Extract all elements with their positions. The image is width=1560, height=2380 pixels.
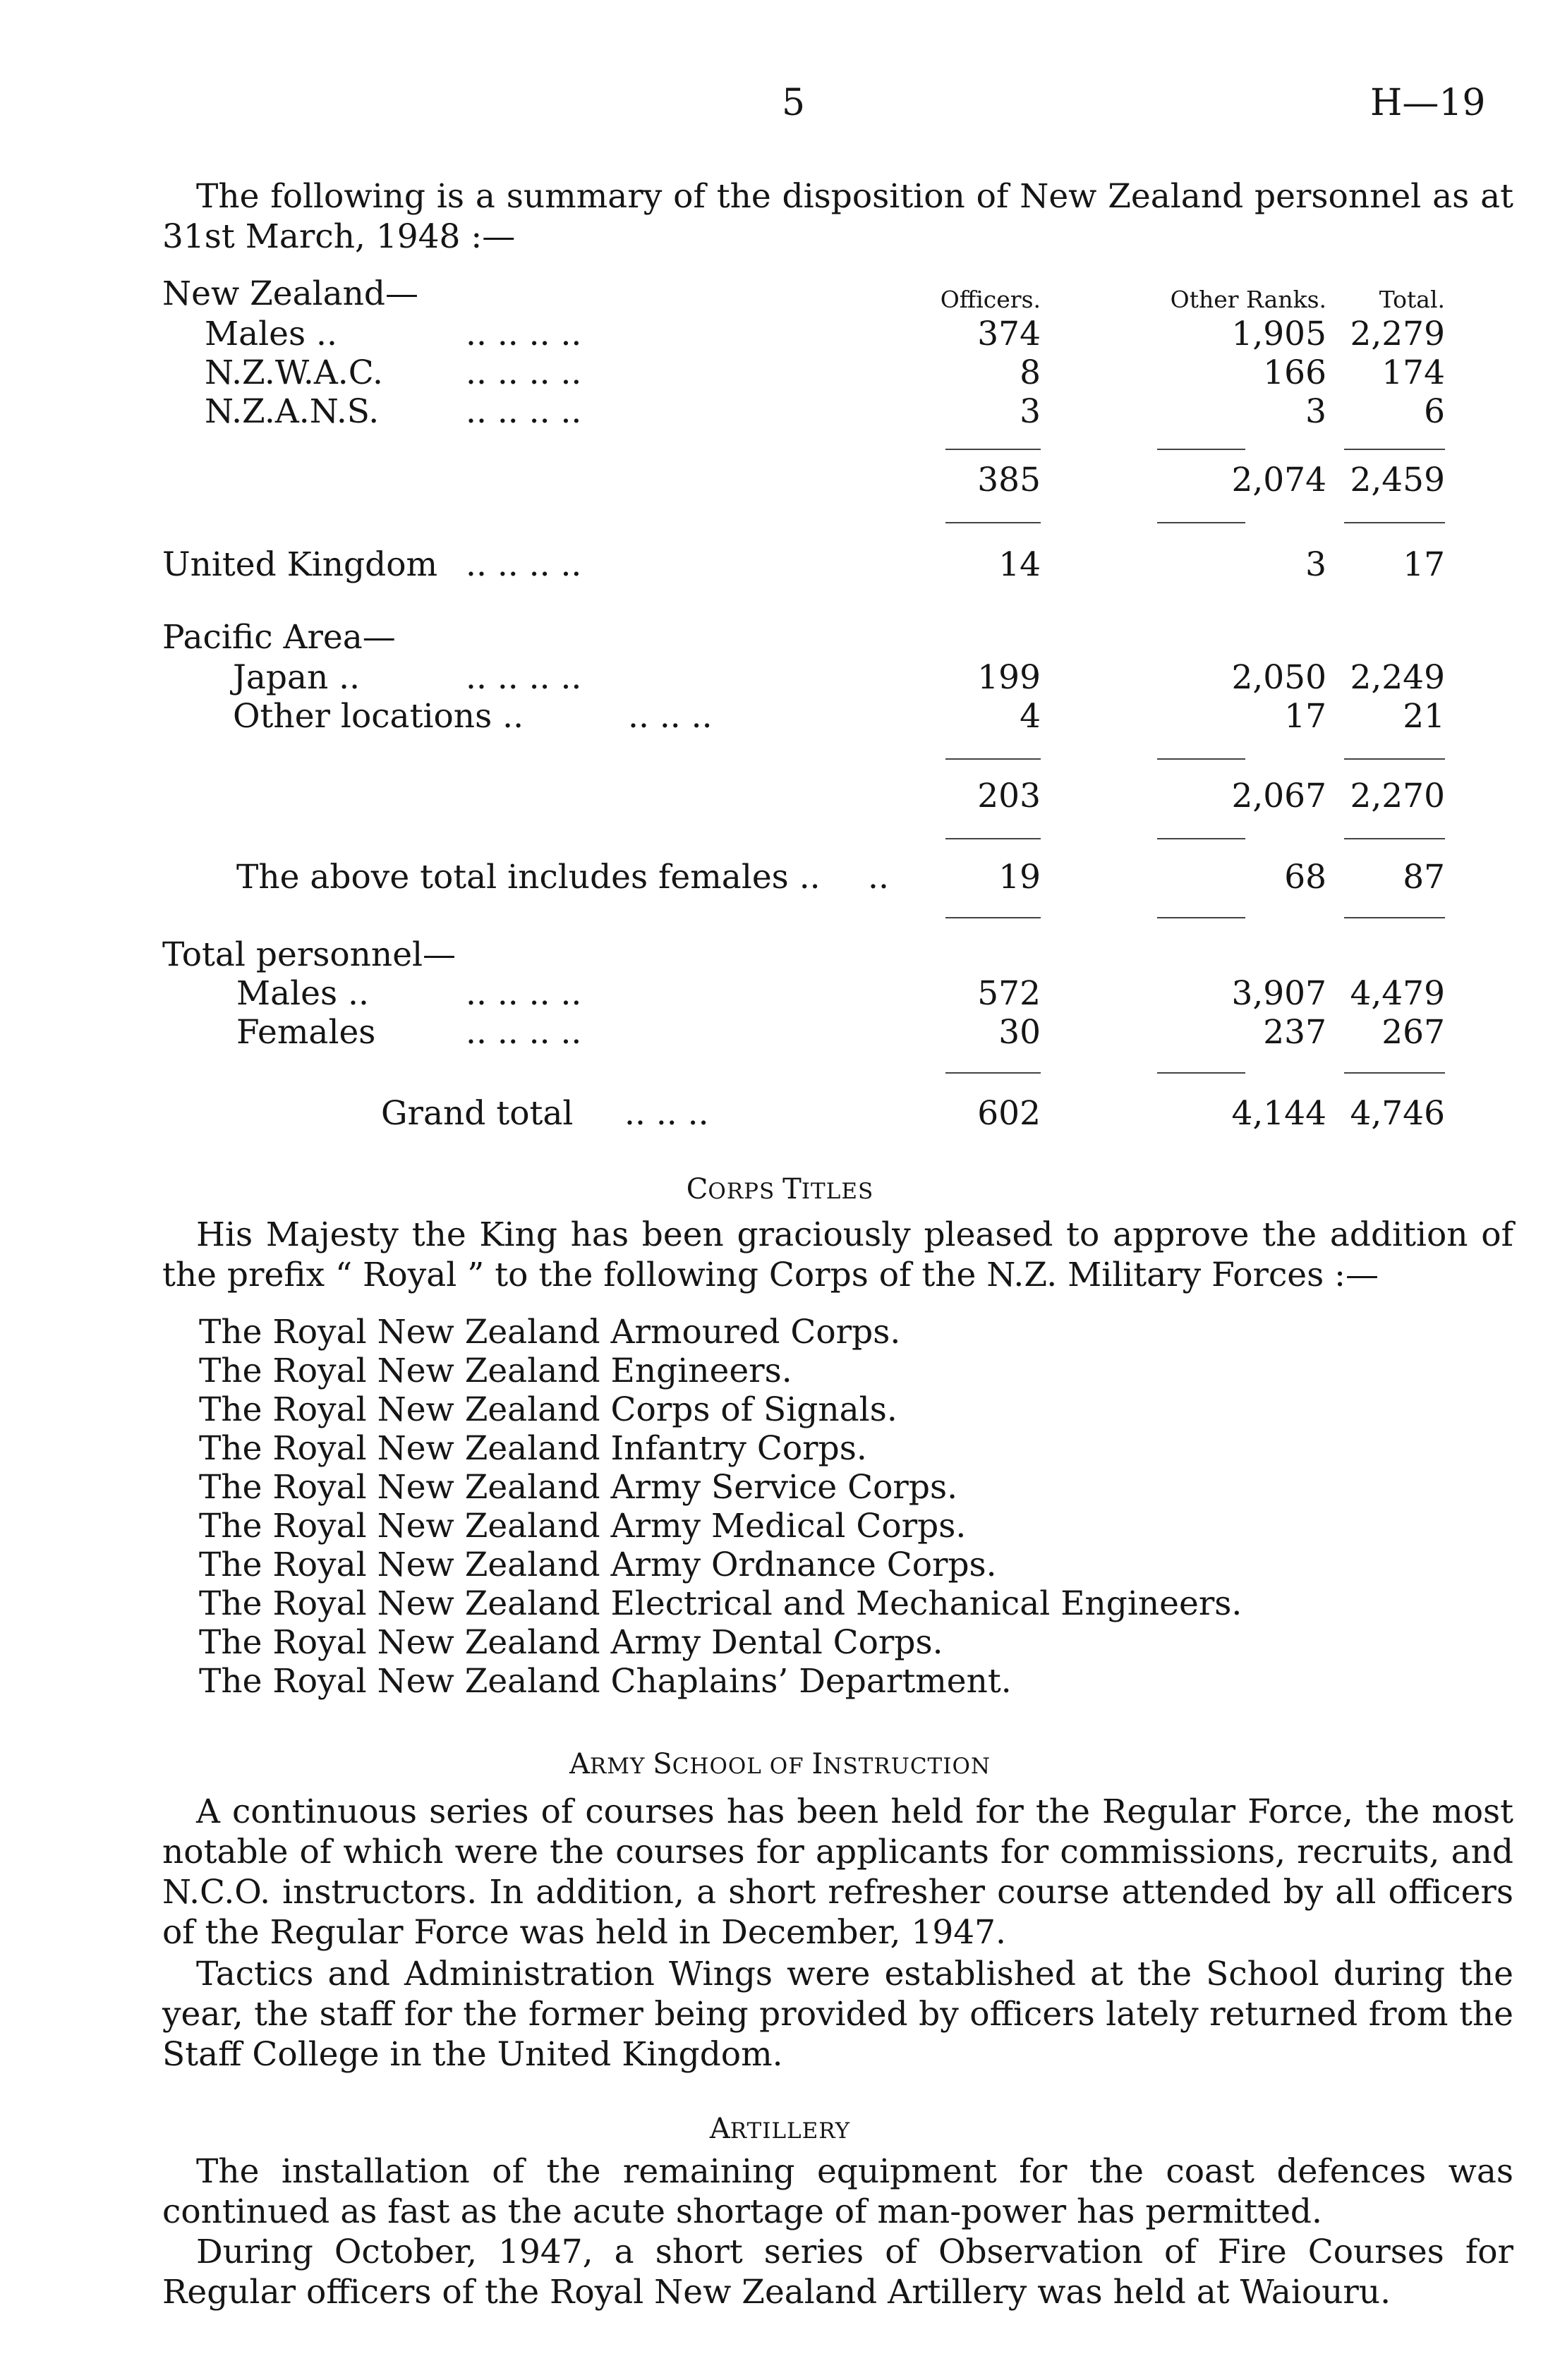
- army-school-paragraph-2: Tactics and Administration Wings were established at the School during the year, the staff for the former being provided by officers lately returned from the Staff College in the United Kingdom.: [162, 1955, 1513, 2074]
- list-item: The Royal New Zealand Armoured Corps.: [199, 1313, 901, 1352]
- cell-other-ranks: 3,907: [1231, 974, 1326, 1013]
- leader-dots: .. .. ..: [628, 697, 713, 736]
- cell-officers: 19: [998, 858, 1041, 897]
- cell-other-ranks: 1,905: [1231, 315, 1326, 353]
- sum-rule: [1344, 1072, 1445, 1074]
- sum-rule: [945, 449, 1041, 450]
- section-heading-artillery: ARTILLERY: [709, 2113, 851, 2145]
- cell-total: 21: [1403, 697, 1445, 736]
- row-label: Japan ..: [233, 658, 361, 697]
- leader-dots: .. .. .. ..: [466, 392, 582, 431]
- col-header-officers: Officers.: [940, 286, 1041, 313]
- list-item: The Royal New Zealand Army Ordnance Corps.: [199, 1546, 997, 1584]
- cell-total: 4,479: [1350, 974, 1445, 1013]
- row-label: N.Z.A.N.S.: [205, 392, 380, 431]
- leader-dots: .. .. .. ..: [466, 545, 582, 584]
- cell-total: 87: [1403, 858, 1445, 897]
- cell-other-ranks: 2,050: [1231, 658, 1326, 697]
- cell-officers: 3: [1020, 392, 1041, 431]
- cell-officers: 385: [977, 461, 1041, 499]
- row-label: Other locations ..: [233, 697, 524, 736]
- cell-officers: 572: [977, 974, 1041, 1013]
- section-heading-corps-titles: CORPS TITLES: [686, 1173, 874, 1206]
- sum-rule: [1157, 758, 1245, 760]
- leader-dots: .. .. .. ..: [466, 974, 582, 1013]
- list-item: The Royal New Zealand Army Medical Corps.: [199, 1507, 967, 1546]
- col-header-total: Total.: [1379, 286, 1445, 313]
- cell-total: 2,279: [1350, 315, 1445, 353]
- list-item: The Royal New Zealand Army Dental Corps.: [199, 1623, 943, 1662]
- sum-rule: [945, 838, 1041, 839]
- corps-list: [199, 1312, 1242, 1700]
- sum-rule: [1344, 449, 1445, 450]
- cell-total: 2,249: [1350, 658, 1445, 697]
- sum-rule: [1157, 449, 1245, 450]
- cell-officers: 602: [977, 1094, 1041, 1133]
- cell-other-ranks: 166: [1263, 353, 1326, 392]
- leader-dots: .. .. ..: [624, 1094, 709, 1133]
- sum-rule: [1344, 838, 1445, 839]
- list-item: The Royal New Zealand Infantry Corps.: [199, 1429, 867, 1468]
- artillery-paragraph-1: The installation of the remaining equipment for the coast defences was continued as fast as the acute shortage of man-power has permitted.: [162, 2152, 1513, 2231]
- page-number: 5: [782, 82, 806, 124]
- artillery-paragraph-2: During October, 1947, a short series of Observation of Fire Courses for Regular officers of the Royal New Zealand Artillery was held at Waiouru.: [162, 2233, 1513, 2312]
- leader-dots: ..: [868, 858, 889, 897]
- row-label: Grand total: [381, 1094, 574, 1133]
- cell-other-ranks: 2,074: [1231, 461, 1326, 499]
- cell-other-ranks: 4,144: [1231, 1094, 1326, 1133]
- sum-rule: [1344, 522, 1445, 523]
- sum-rule: [945, 917, 1041, 918]
- list-item: The Royal New Zealand Electrical and Mechanical Engineers.: [199, 1584, 1242, 1623]
- document-code: H—19: [1370, 82, 1486, 124]
- list-item: The Royal New Zealand Engineers.: [199, 1352, 792, 1390]
- list-item: The Royal New Zealand Chaplains’ Department.: [199, 1662, 1012, 1701]
- cell-other-ranks: 237: [1263, 1013, 1326, 1052]
- cell-officers: 14: [998, 545, 1041, 584]
- cell-officers: 199: [977, 658, 1041, 697]
- cell-other-ranks: 68: [1284, 858, 1326, 897]
- sum-rule: [945, 758, 1041, 760]
- cell-total: 267: [1381, 1013, 1445, 1052]
- cell-other-ranks: 17: [1284, 697, 1326, 736]
- cell-total: 17: [1403, 545, 1445, 584]
- leader-dots: .. .. .. ..: [466, 1013, 582, 1052]
- leader-dots: .. .. .. ..: [466, 353, 582, 392]
- row-label: Males ..: [236, 974, 369, 1013]
- row-label: N.Z.W.A.C.: [205, 353, 383, 392]
- leader-dots: .. .. .. ..: [466, 315, 582, 353]
- intro-paragraph: The following is a summary of the disposition of New Zealand personnel as at 31st March, 1948 :—: [162, 177, 1513, 256]
- corps-intro-paragraph: His Majesty the King has been graciously pleased to approve the addition of the prefix “ Royal ” to the following Corps of the N.Z. Military Forces :—: [162, 1215, 1513, 1294]
- cell-total: 174: [1381, 353, 1445, 392]
- leader-dots: .. .. .. ..: [466, 658, 582, 697]
- col-header-other-ranks: Other Ranks.: [1170, 286, 1326, 313]
- row-label: The above total includes females ..: [236, 858, 821, 897]
- list-item: The Royal New Zealand Army Service Corps.: [199, 1468, 958, 1507]
- cell-officers: 30: [998, 1013, 1041, 1052]
- list-item: The Royal New Zealand Corps of Signals.: [199, 1390, 897, 1429]
- group-label-pacific-area: Pacific Area—: [162, 618, 396, 657]
- cell-officers: 4: [1020, 697, 1041, 736]
- sum-rule: [945, 522, 1041, 523]
- cell-officers: 8: [1020, 353, 1041, 392]
- cell-total: 2,459: [1350, 461, 1445, 499]
- sum-rule: [1157, 838, 1245, 839]
- cell-other-ranks: 3: [1305, 392, 1326, 431]
- cell-total: 2,270: [1350, 777, 1445, 815]
- group-label-new-zealand: New Zealand—: [162, 274, 419, 313]
- sum-rule: [1157, 917, 1245, 918]
- cell-other-ranks: 2,067: [1231, 777, 1326, 815]
- cell-officers: 374: [977, 315, 1041, 353]
- army-school-paragraph-1: A continuous series of courses has been held for the Regular Force, the most notable of which were the courses for applicants for commissions, recruits, and N.C.O. instructors. In addition, a short refresher course attended by all officers of the Regular Force was held in December, 1947.: [162, 1792, 1513, 1952]
- sum-rule: [1157, 1072, 1245, 1074]
- row-label: Females: [236, 1013, 376, 1052]
- sum-rule: [945, 1072, 1041, 1074]
- sum-rule: [1344, 758, 1445, 760]
- cell-officers: 203: [977, 777, 1041, 815]
- section-heading-army-school: ARMY SCHOOL OF INSTRUCTION: [569, 1748, 991, 1780]
- cell-other-ranks: 3: [1305, 545, 1326, 584]
- cell-total: 6: [1424, 392, 1445, 431]
- sum-rule: [1157, 522, 1245, 523]
- group-label-total-personnel: Total personnel—: [162, 935, 456, 974]
- cell-total: 4,746: [1350, 1094, 1445, 1133]
- sum-rule: [1344, 917, 1445, 918]
- row-label: United Kingdom: [162, 545, 438, 584]
- row-label: Males ..: [205, 315, 337, 353]
